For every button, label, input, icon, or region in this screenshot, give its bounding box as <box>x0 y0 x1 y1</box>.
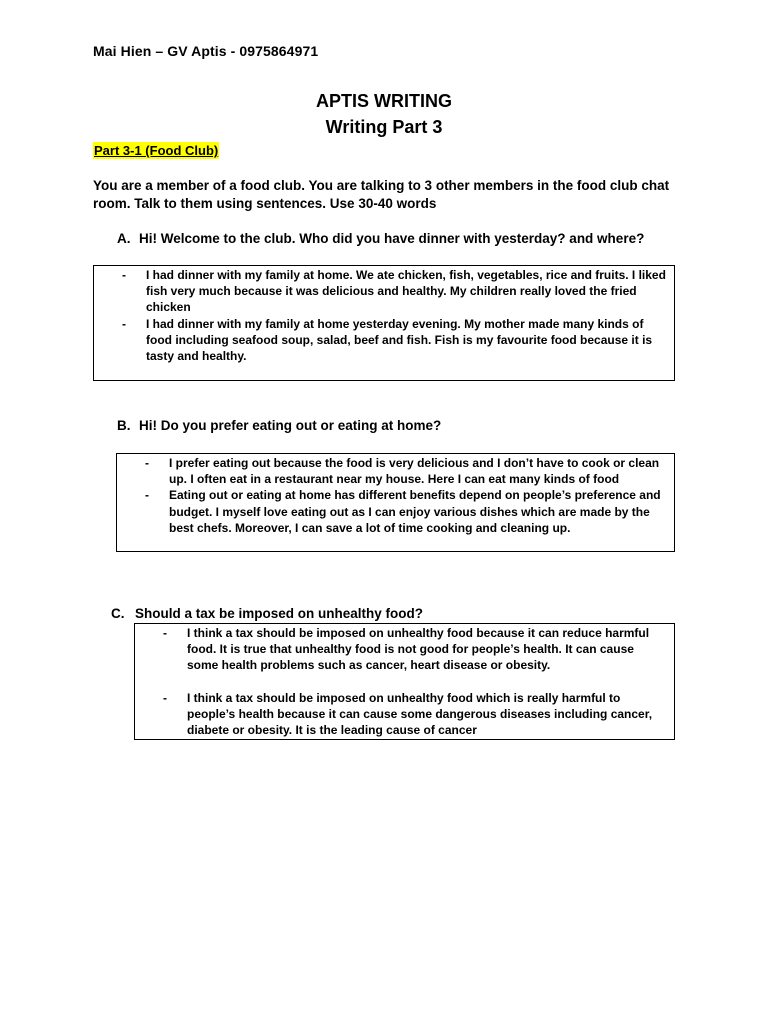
bullet-dash: - <box>163 690 167 705</box>
answer-item <box>163 690 668 739</box>
answer-item <box>145 455 668 487</box>
answer-text: Eating out or eating at home has different benefits depend on people’s preference and budget. I myself love eating out as I can enjoy various dishes which are made by the best chefs. Moreover, I can save a lot of time cooking and cleaning up. <box>169 488 661 535</box>
answer-text: I prefer eating out because the food is very delicious and I don’t have to cook or clean up. I often eat in a restaurant near my house. Here I can eat many kinds of food <box>169 456 660 487</box>
answer-box-a <box>93 265 675 381</box>
document-title: APTIS WRITING <box>316 91 452 111</box>
question-c <box>111 605 423 623</box>
page-header: Mai Hien – GV Aptis - 0975864971 <box>93 43 319 59</box>
question-letter: A. <box>117 231 131 246</box>
question-b <box>117 417 441 435</box>
question-letter: C. <box>111 606 125 621</box>
answer-item <box>122 316 668 365</box>
task-instructions: You are a member of a food club. You are talking to 3 other members in the food club chat room. Talk to them using sentences. Use 30-40 words <box>93 178 670 211</box>
document-subtitle: Writing Part 3 <box>325 117 443 137</box>
answer-text: I think a tax should be imposed on unhealthy food which is really harmful to people’s health because it can cause some dangerous diseases including cancer, diabete or obesity. It is the leading cause of cancer <box>187 690 653 738</box>
question-text: Hi! Do you prefer eating out or eating at home? <box>139 418 442 433</box>
answer-box-c <box>134 623 675 740</box>
spacer <box>163 674 668 690</box>
bullet-dash: - <box>145 488 149 503</box>
answer-item <box>122 267 668 316</box>
question-letter: B. <box>117 418 131 433</box>
bullet-dash: - <box>122 268 126 282</box>
bullet-dash: - <box>122 316 126 331</box>
answer-text: I think a tax should be imposed on unhealthy food because it can reduce harmful food. It is true that unhealthy food is not good for people’s health. It can cause some health problems such as cancer, heart disease or obesity. <box>187 626 650 673</box>
answer-text: I had dinner with my family at home. We ate chicken, fish, vegetables, rice and fruits. I liked fish very much because it was delicious and healthy. My children really loved the fried chicken <box>146 268 666 315</box>
answer-text: I had dinner with my family at home yesterday evening. My mother made many kinds of food including seafood soup, salad, beef and fish. Fish is my favourite food because it is tasty and healthy. <box>146 316 653 364</box>
question-text: Should a tax be imposed on unhealthy food? <box>135 606 424 621</box>
bullet-dash: - <box>145 456 149 470</box>
part-label: Part 3-1 (Food Club) <box>94 143 219 158</box>
answer-item <box>163 625 668 674</box>
question-text: Hi! Welcome to the club. Who did you have dinner with yesterday? and where? <box>139 231 645 246</box>
question-a <box>117 230 644 248</box>
bullet-dash: - <box>163 626 167 640</box>
answer-item <box>145 487 668 536</box>
answer-box-b <box>116 453 675 552</box>
